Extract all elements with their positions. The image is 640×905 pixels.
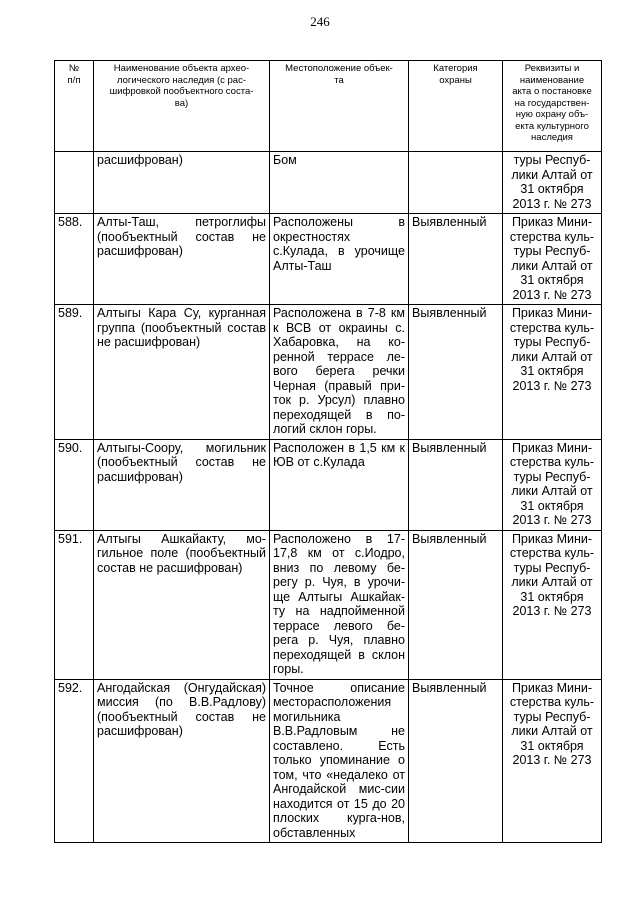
- row-name: Алтыгы-Соору, могильник (пообъектный состав не расшифрован): [94, 439, 270, 530]
- row-category: [409, 152, 503, 214]
- row-category: Выявленный: [409, 439, 503, 530]
- row-act: туры Респуб- лики Алтай от 31 октября 2013 г. № 273: [503, 152, 602, 214]
- table-row: [55, 214, 602, 305]
- row-name: Алтыгы Ашкайакту, мо-гильное поле (пообъектный состав не расшифрован): [94, 530, 270, 679]
- table-row: [55, 439, 602, 530]
- row-name: Алты-Таш, петроглифы (пообъектный состав не расшифрован): [94, 214, 270, 305]
- row-num: 589.: [55, 305, 94, 440]
- row-location: Точное описание месторасположения могильника В.В.Радловым не составлено. Есть только упоминание о том, что «недалеко от Ангодайской мис-сии находится от 15 до 20 плоских курга-нов, обставленных: [270, 679, 409, 843]
- table-row: [55, 152, 602, 214]
- header-location: Местоположение объек- та: [270, 61, 409, 152]
- row-location: Расположен в 1,5 км к ЮВ от с.Кулада: [270, 439, 409, 530]
- row-act: Приказ Мини- стерства куль- туры Респуб- лики Алтай от 31 октября 2013 г. № 273: [503, 214, 602, 305]
- header-act: Реквизиты и наименование акта о постановке на государствен- ную охрану объ- екта культурного наследия: [503, 61, 602, 152]
- row-num: [55, 152, 94, 214]
- row-num: 590.: [55, 439, 94, 530]
- table-row: [55, 679, 602, 843]
- row-num: 591.: [55, 530, 94, 679]
- row-name: расшифрован): [94, 152, 270, 214]
- row-location: Расположена в 7-8 км к ВСВ от окраины с. Хабаровка, на ко-ренной террасе ле-вого берега речки Черная (правый при-ток р. Урсул) плавно переходящей в по-логий склон горы.: [270, 305, 409, 440]
- table-row: [55, 530, 602, 679]
- row-category: Выявленный: [409, 530, 503, 679]
- row-act: Приказ Мини- стерства куль- туры Респуб- лики Алтай от 31 октября 2013 г. № 273: [503, 305, 602, 440]
- row-location: Расположены в окрестностях с.Кулада, в урочище Алты-Таш: [270, 214, 409, 305]
- row-num: 588.: [55, 214, 94, 305]
- row-category: Выявленный: [409, 679, 503, 843]
- row-act: Приказ Мини- стерства куль- туры Респуб- лики Алтай от 31 октября 2013 г. № 273: [503, 679, 602, 843]
- page-number: 246: [310, 14, 330, 29]
- header-category: Категория охраны: [409, 61, 503, 152]
- table-header-row: [55, 61, 602, 152]
- table-row: [55, 305, 602, 440]
- header-name: Наименование объекта архео- логического наследия (с рас- шифровкой пообъектного соста- ва): [94, 61, 270, 152]
- row-category: Выявленный: [409, 214, 503, 305]
- header-num: № п/п: [55, 61, 94, 152]
- row-act: Приказ Мини- стерства куль- туры Респуб- лики Алтай от 31 октября 2013 г. № 273: [503, 439, 602, 530]
- row-location: Расположено в 17-17,8 км от с.Иодро, вниз по левому бе-регу р. Чуя, в урочи-ще Алтыгы Ашкайак-ту на надпойменной террасе левого бе-рега р. Чуя, плавно переходящей в склон горы.: [270, 530, 409, 679]
- row-location: Бом: [270, 152, 409, 214]
- row-category: Выявленный: [409, 305, 503, 440]
- row-num: 592.: [55, 679, 94, 843]
- row-name: Алтыгы Кара Су, курганная группа (пообъектный состав не расшифрован): [94, 305, 270, 440]
- row-act: Приказ Мини- стерства куль- туры Респуб- лики Алтай от 31 октября 2013 г. № 273: [503, 530, 602, 679]
- heritage-registry-table: [54, 60, 602, 843]
- row-name: Ангодайская (Онгудайская) миссия (по В.В.Радлову) (пообъектный состав не расшифрован): [94, 679, 270, 843]
